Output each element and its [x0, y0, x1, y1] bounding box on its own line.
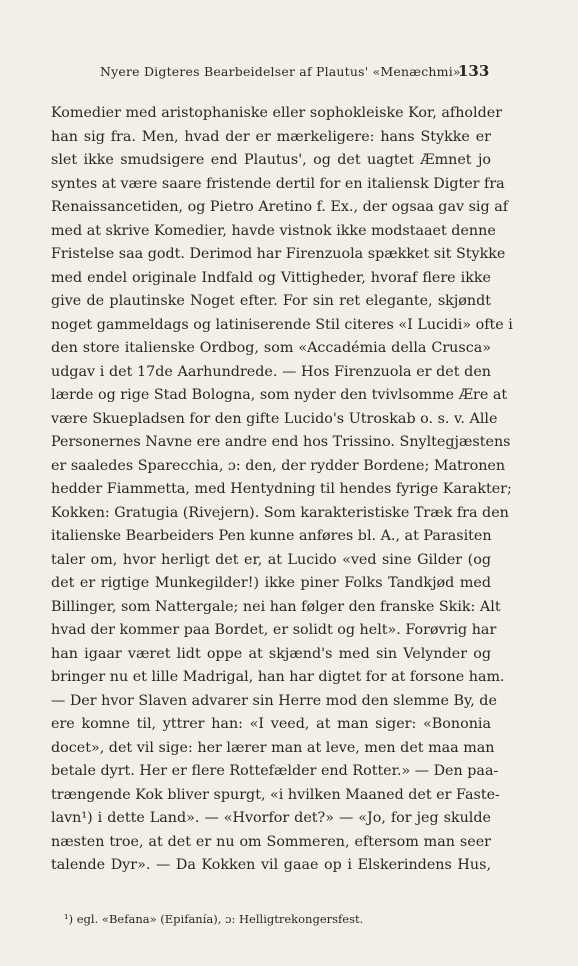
text-line: lærde og rige Stad Bologna, som nyder den tvivlsomme Ære at — [51, 387, 508, 403]
text-line: med at skrive Komedier, havde vistnok ikke modstaaet denne — [51, 222, 496, 239]
text-line: er saaledes Sparecchia, ɔ: den, der rydder Bordene; Matronen — [51, 457, 506, 474]
text-line: den store italienske Ordbog, som «Accadémia della Crusca» — [51, 340, 491, 356]
text-line: docet», det vil sige: her lærer man at leve, men det maa man — [51, 739, 495, 756]
text-line: lavn¹) i dette Land». — «Hvorfor det?» — «Jo, for jeg skulde — [51, 810, 491, 826]
text-line: udgav i det 17de Aarhundrede. — Hos Firenzuola er det den — [51, 363, 491, 380]
text-line: Kokken: Gratugia (Rivejern). Som karakteristiske Træk fra den — [51, 504, 509, 521]
text-line: bringer nu et lille Madrigal, han har digtet for at forsone ham. — [51, 669, 505, 685]
text-line: han sig fra. Men, hvad der er mærkeligere: hans Stykke er — [51, 128, 491, 145]
text-line: med endel originale Indfald og Vittigheder, hvoraf flere ikke — [51, 269, 491, 286]
text-line: Personernes Navne ere andre end hos Trissino. Snyltegjæstens — [51, 434, 511, 450]
text-line: være Skuepladsen for den gifte Lucido's Utroskab o. s. v. Alle — [51, 410, 498, 427]
text-line: ere komne til, yttrer han: «I veed, at man siger: «Bononia — [51, 716, 491, 732]
text-line: — Der hvor Slaven advarer sin Herre mod den slemme By, de — [51, 692, 497, 709]
text-line: betale dyrt. Her er flere Rottefælder end Rotter.» — Den paa- — [51, 763, 499, 779]
running-title: Nyere Digteres Bearbeidelser af Plautus' «Menæchmi». — [100, 64, 465, 79]
page-number: 133 — [458, 62, 490, 80]
text-line: trængende Kok bliver spurgt, «i hvilken Maaned det er Faste- — [51, 786, 500, 803]
text-line: Renaissancetiden, og Pietro Aretino f. Ex., der ogsaa gav sig af — [51, 199, 509, 215]
text-line: noget gammeldags og latiniserende Stil citeres «I Lucidi» ofte i — [51, 316, 513, 333]
text-line: Komedier med aristophaniske eller sophokleiske Kor, afholder — [51, 105, 503, 121]
text-line: taler om, hvor herligt det er, at Lucido «ved sine Gilder (og — [51, 551, 491, 568]
text-line: syntes at være saare fristende dertil for en italiensk Digter fra — [51, 175, 505, 192]
text-line: italienske Bearbeiders Pen kunne anføres bl. A., at Parasiten — [51, 528, 492, 544]
text-line: næsten troe, at det er nu om Sommeren, eftersom man seer — [51, 833, 491, 850]
text-line: Billinger, som Nattergale; nei han følger den franske Skik: Alt — [51, 598, 501, 615]
text-line: slet ikke smudsigere end Plautus', og det uagtet Æmnet jo — [51, 152, 491, 168]
text-line: give de plautinske Noget efter. For sin ret elegante, skjøndt — [51, 293, 491, 309]
body-text — [51, 102, 513, 878]
text-line: hvad der kommer paa Bordet, er solidt og helt». Forøvrig har — [51, 622, 497, 638]
text-line: han igaar været lidt oppe at skjænd's med sin Velynder og — [51, 645, 491, 662]
text-line: talende Dyr». — Da Kokken vil gaae op i Elskerindens Hus, — [51, 857, 491, 873]
text-line: det er rigtige Munkegilder!) ikke piner Folks Tandkjød med — [51, 575, 491, 591]
text-line: Fristelse saa godt. Derimod har Firenzuola spækket sit Stykke — [51, 246, 506, 262]
footnote: ¹) egl. «Befana» (Epifanía), ɔ: Helligtrekongersfest. — [64, 912, 364, 926]
text-line: hedder Fiammetta, med Hentydning til hendes fyrige Karakter; — [51, 481, 512, 497]
